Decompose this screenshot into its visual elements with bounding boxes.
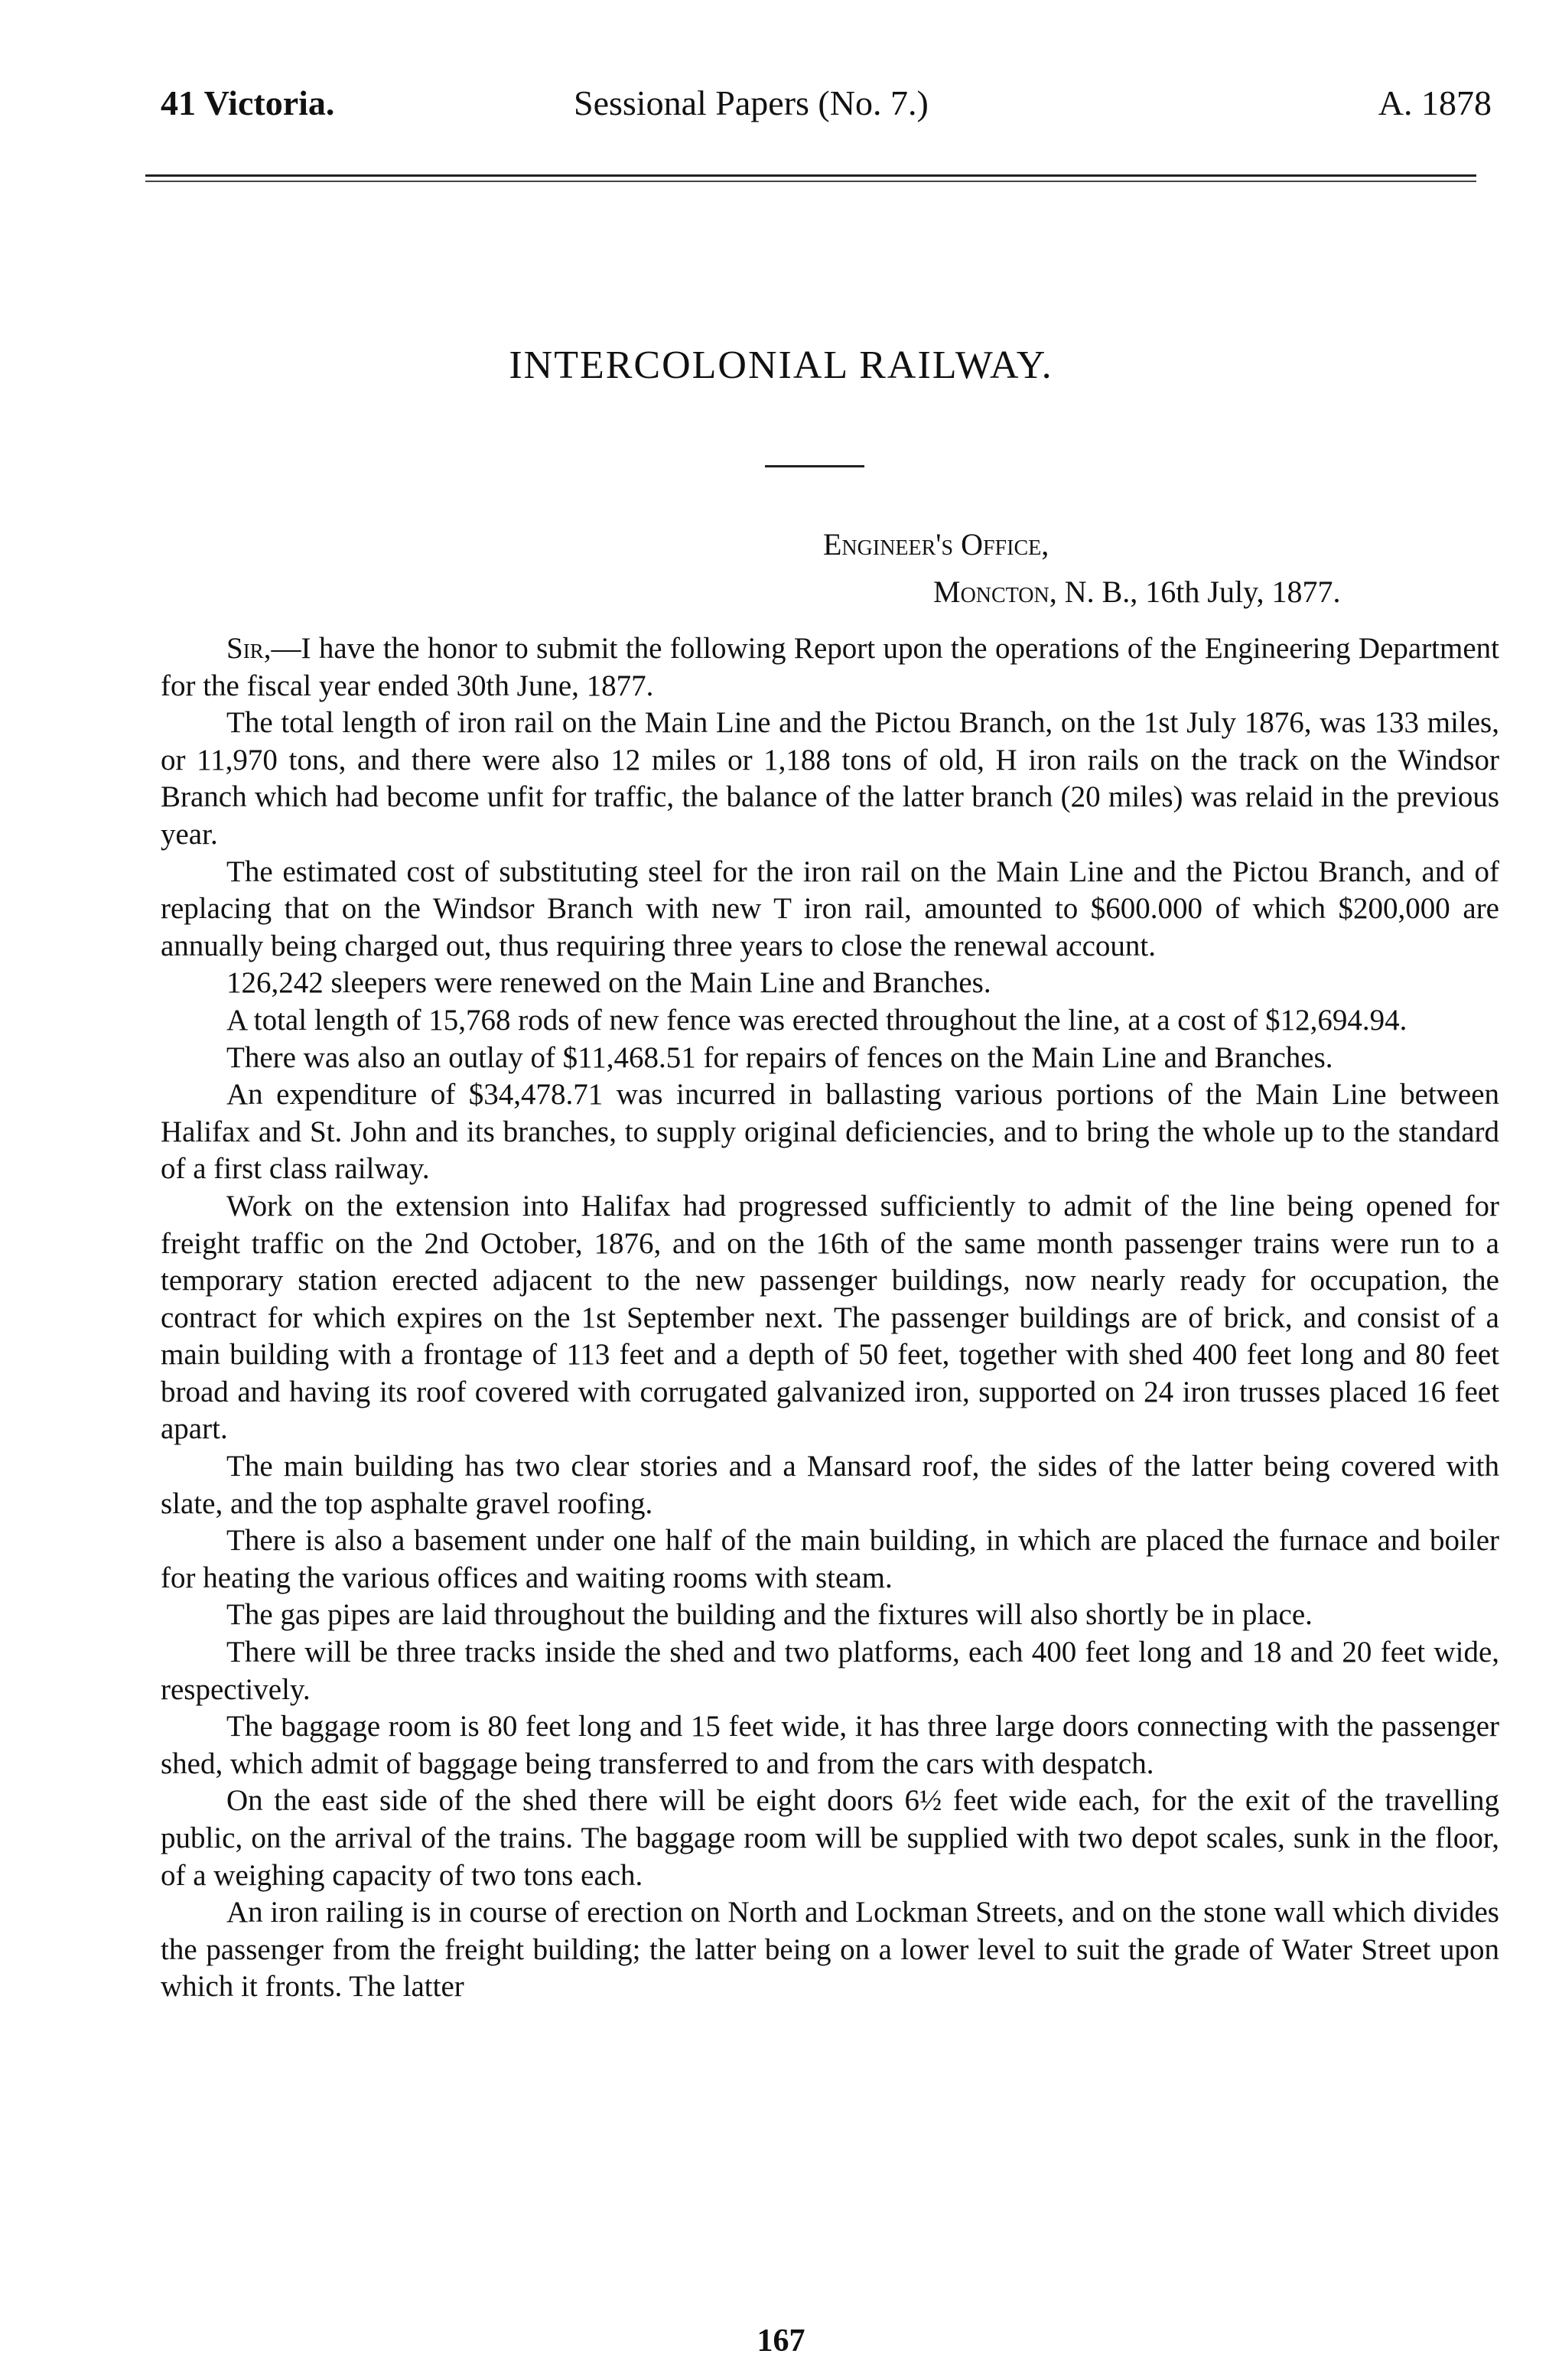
paragraph: There is also a basement under one half of the main building, in which are placed the furnace and boiler for heating the various offices and waiting rooms with steam. [161, 1524, 1499, 1594]
paragraph: An iron railing is in course of erection on North and Lockman Streets, and on the stone wall which divides the passenger from the freight building; the latter being on a lower level to suit the grade of Water Street upon which it fronts. The latter [161, 1896, 1499, 2004]
document-title: INTERCOLONIAL RAILWAY. [509, 343, 1053, 387]
paragraph: An expenditure of $34,478.71 was incurred in ballasting various portions of the Main Line between Halifax and St. John and its branches, to supply original deficiencies, and to bring the whole up to the standard of a first class railway. [161, 1078, 1499, 1186]
paragraph: The estimated cost of substituting steel for the iron rail on the Main Line and the Pictou Branch, and of replacing that on the Windsor Branch with new T iron rail, amounted to $600.000 of which $200,000 are annually being charged out, thus requiring three years to close the renewal account. [161, 855, 1499, 962]
report-body [161, 630, 1499, 2006]
header-year: A. 1878 [1378, 83, 1492, 122]
letterhead-date: 16th July, 1877. [1145, 575, 1341, 609]
header-sessional-papers: Sessional Papers (No. 7.) [574, 83, 929, 122]
title-rule [765, 465, 864, 467]
salutation: Sir, [226, 632, 272, 665]
paragraph [161, 630, 1499, 705]
header-rule-bottom [145, 181, 1476, 182]
page-number: 167 [757, 2323, 805, 2359]
paragraph: The gas pipes are laid throughout the building and the fixtures will also shortly be in place. [226, 1598, 1313, 1632]
letterhead-office: Engineer's Office, [823, 527, 1049, 562]
paragraph: On the east side of the shed there will be eight doors 6½ feet wide each, for the exit of the travelling public, on the arrival of the trains. The baggage room will be supplied with two depot scales, sunk in the floor, of a weighing capacity of two tons each. [161, 1784, 1499, 1892]
letterhead-place: Moncton, N. B., [933, 575, 1138, 609]
header-session: 41 Victoria. [161, 83, 335, 122]
paragraph: The main building has two clear stories and a Mansard roof, the sides of the latter being covered with slate, and the top asphalte gravel roofing. [161, 1450, 1499, 1520]
paragraph: There was also an outlay of $11,468.51 for repairs of fences on the Main Line and Branches. [226, 1040, 1333, 1074]
paragraph: A total length of 15,768 rods of new fence was erected throughout the line, at a cost of $12,694.94. [226, 1003, 1407, 1037]
header-rule-top [145, 174, 1476, 177]
paragraph: 126,242 sleepers were renewed on the Main Line and Branches. [226, 966, 991, 1000]
running-header [161, 77, 1492, 130]
paragraph: There will be three tracks inside the shed and two platforms, each 400 feet long and 18 and 20 feet wide, respectively. [161, 1636, 1499, 1706]
letterhead-place-date [933, 574, 1341, 610]
paragraph: The total length of iron rail on the Main Line and the Pictou Branch, on the 1st July 1876, was 133 miles, or 11,970 tons, and there were also 12 miles or 1,188 tons of old, H iron rails on the track on the Windsor Branch which had become unfit for traffic, the balance of the latter branch (20 miles) was relaid in the previous year. [161, 706, 1499, 851]
paragraph: The baggage room is 80 feet long and 15 feet wide, it has three large doors connecting with the passenger shed, which admit of baggage being transferred to and from the cars with despatch. [161, 1710, 1499, 1780]
paragraph-text: —I have the honor to submit the following Report upon the operations of the Engineering Department for the fiscal year ended 30th June, 1877. [161, 632, 1499, 702]
paragraph: Work on the extension into Halifax had progressed sufficiently to admit of the line being opened for freight traffic on the 2nd October, 1876, and on the 16th of the same month passenger trains were run to a temporary station erected adjacent to the new passenger buildings, now nearly ready for occupation, the contract for which expires on the 1st September next. The passenger buildings are of brick, and consist of a main building with a frontage of 113 feet and a depth of 50 feet, together with shed 400 feet long and 80 feet broad and having its roof covered with corrugated galvanized iron, supported on 24 iron trusses placed 16 feet apart. [161, 1189, 1499, 1446]
